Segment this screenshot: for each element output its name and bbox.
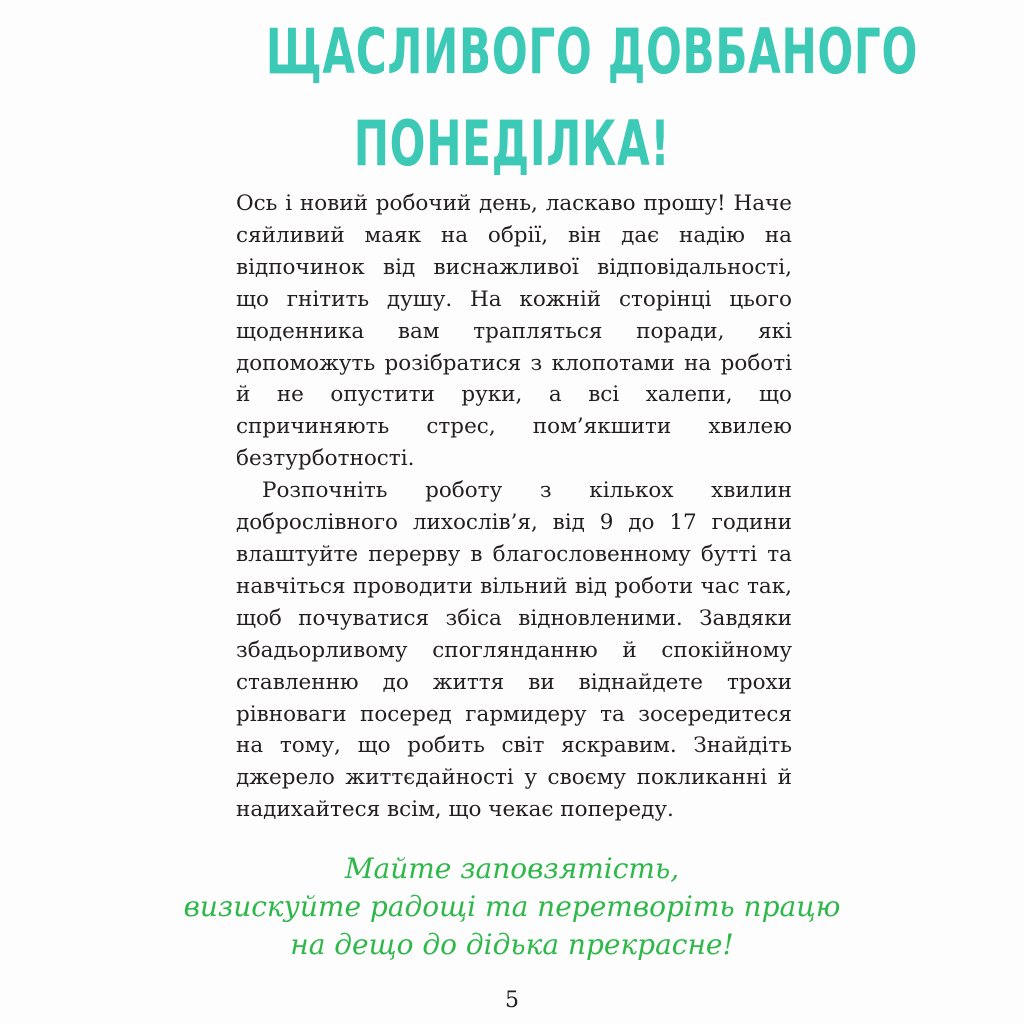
page-title	[265, 6, 919, 190]
motto-line-3: на дещо до дідька прекрасне!	[290, 928, 734, 961]
page-title-line-1: ЩАСЛИВОГО ДОВБАНОГО	[265, 15, 919, 88]
motto-line-2: визискуйте радощі та перетворіть працю	[183, 890, 841, 923]
page-title-line-2: ПОНЕДІЛКА!	[353, 107, 671, 180]
motto-quote	[150, 850, 874, 964]
motto-line-1: Майте заповзятість,	[344, 852, 680, 885]
paragraph-1: Ось і новий робочий день, ласкаво прошу! Наче сяйливий маяк на обрії, він дає надію на відпочинок від виснажливої відповідальності, що гнітить душу. На кожній сторінці цього щоденника вам трапляться поради, які допоможуть розібратися з клопотами на роботі й не опустити руки, а всі халепи, що спричиняють стрес, пом’якшити хвилею безтурботності.	[236, 191, 792, 472]
paragraph-2: Розпочніть роботу з кількох хвилин доброслівного лихослів’я, від 9 до 17 години влаштуйте перерву в благословенному бутті та навчіться проводити вільний від роботи час так, щоб почуватися збіса відновленими. Завдяки збадьорливому споглянданню й спокійному ставленню до життя ви віднайдете трохи рівноваги посеред гармидеру та зосередитеся на тому, що робить світ яскравим. Знайдіть джерело життєдайності у своєму покликанні й надихайтеся всім, що чекає попереду.	[236, 478, 792, 823]
page-number: 5	[505, 988, 519, 1013]
body-text	[236, 188, 792, 826]
